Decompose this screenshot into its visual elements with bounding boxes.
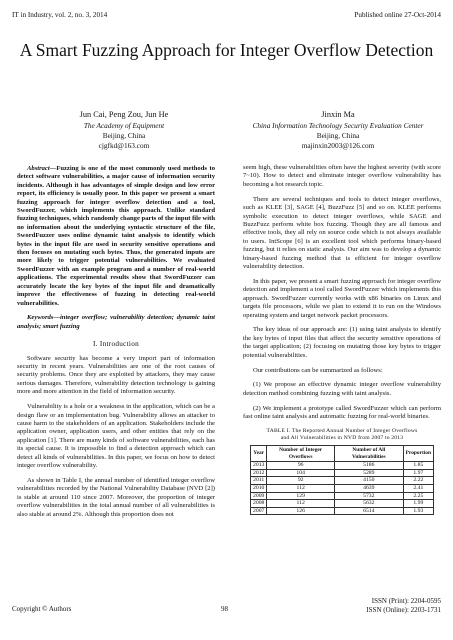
- abstract-text: —Fuzzing is one of the most commonly used methods to detect software vulnerabilities, a major cause of information security incidents. Although it has advantages of simple design and low error report, its efficiency is usually poor. In this paper we present a smart fuzzing approach for integer overflow detection and a tool, SwordFuzzer, which implements this approach. Unlike standard fuzzing techniques, which randomly change parts of the input file with no information about the underlying syntactic structure of the file, SwordFuzzer uses online dynamic taint analysis to identify which bytes in the input file are used in security sensitive operations and then focuses on mutating such bytes. Thus, the generated inputs are more likely to trigger potential vulnerabilities. We evaluated SwordFuzzer with an example program and a number of real-world applications. The experimental results show that SwordFuzzer can accurately locate the key bytes of the input file and dramatically improve the effectiveness of fuzzing in detecting real-world vulnerabilities.: [17, 165, 216, 307]
- column-header: Year: [251, 446, 267, 462]
- table-cell: 126: [267, 507, 335, 515]
- paper-title: A Smart Fuzzing Approach for Integer Overflow Detection: [19, 40, 434, 60]
- table-cell: 96: [267, 462, 335, 470]
- right-column: [243, 164, 441, 515]
- paragraph: Software security has become a very import part of information security in recent years. Vulnerabilities are one of the root causes of security problems. Once they are exploited by attackers, they may cause serious damages. Therefore, vulnerability detection technology is gaining more and more attention in the field of information security.: [17, 354, 215, 396]
- author-block-2: [238, 110, 438, 151]
- table-caption-line: and All Vulnerabilities in NVD from 2007 to 2013: [280, 435, 404, 442]
- copyright-footer: Copyright © Authors: [12, 605, 72, 613]
- column-header: Number of All Vulnerabilities: [334, 446, 403, 462]
- table-cell: 5632: [334, 500, 403, 508]
- table-cell: 2010: [251, 485, 267, 493]
- abstract-label: Abstract: [27, 165, 50, 172]
- author-email: cjgfkd@163.com: [98, 141, 150, 150]
- paragraph: seem high, these vulnerabilities often have the highest severity (with score 7~10). How to detect and eliminate integer overflow vulnerability has becoming a hot research topic.: [243, 164, 441, 188]
- table-row: [251, 507, 434, 515]
- left-column: [17, 165, 215, 525]
- table-cell: 2.25: [403, 492, 433, 500]
- table-cell: 2.41: [403, 485, 433, 493]
- author-email: majinxin2003@126.com: [301, 141, 375, 150]
- paragraph: (2) We implement a prototype called SwordFuzzer which can perform fast online taint analysis and automatic fuzzing for real-world binaries.: [243, 404, 441, 421]
- table-cell: 1.97: [403, 469, 433, 477]
- table-caption-line: TABLE I. The Reported Annual Number of Integer Overflows: [266, 428, 418, 435]
- table-cell: 129: [267, 492, 335, 500]
- keywords-text: —integer overflow; vulnerability detection; dynamic taint analysis; smart fuzzing: [17, 314, 215, 330]
- table-row: [251, 462, 434, 470]
- table-cell: 2012: [251, 469, 267, 477]
- table-cell: 4639: [334, 485, 403, 493]
- keywords: [17, 314, 215, 331]
- table-cell: 92: [267, 477, 335, 485]
- table-cell: 2008: [251, 500, 267, 508]
- table-row: [251, 485, 434, 493]
- table-cell: 2011: [251, 477, 267, 485]
- journal-header: IT in Industry, vol. 2, no. 3, 2014: [12, 11, 108, 19]
- table-cell: 5186: [334, 462, 403, 470]
- issn-online: ISSN (Online): 2203-1731: [366, 606, 441, 614]
- table-cell: 2.22: [403, 477, 433, 485]
- paragraph: (1) We propose an effective dynamic integer overflow vulnerability detection method combining fuzzing with taint analysis.: [243, 381, 441, 397]
- table-cell: 5732: [334, 492, 403, 500]
- paragraph: There are several techniques and tools to detect integer overflows, such as KLEE [3], SAGE [4], BuzzFuzz [5] and so on. KLEE performs symbolic execution to detect integer overflows, while SAGE and BuzzFuzz perform white box fuzzing. Though they are all famous and effective tools, they all rely on source code which is not always available to users. IntScope [6] is an excellent tool which performs binary-based fuzzing, but it relies on static analysis. Our aim was to develop a dynamic binary-based fuzzing method that is efficient for integer overflow vulnerability detection.: [243, 195, 441, 270]
- table-row: [251, 477, 434, 485]
- author-affiliation: China Information Technology Security Evaluation Center: [252, 121, 424, 130]
- paragraph: As shown in Table I, the annual number of identified integer overflow vulnerabilities recorded by the National Vulnerability Database (NVD [2]) is stable at around 110 since 2007. Moreover, the proportion of integer overflow vulnerabilities in the total annual number of all vulnerabilities is also stable at around 2%. Although this proportion does not: [17, 476, 215, 518]
- paragraph: The key ideas of our approach are: (1) using taint analysis to identify the key bytes of input files that affect the security sensitive operations of the target application; (2) focusing on mutating those key bytes to trigger potential vulnerabilities.: [243, 326, 441, 359]
- issn-print: ISSN (Print): 2204-0595: [371, 597, 441, 605]
- paragraph: Our contributions can be summarized as follows:: [253, 366, 383, 374]
- author-city: Beijing, China: [316, 131, 360, 140]
- table-cell: 2007: [251, 507, 267, 515]
- publication-date: Published online 27-Oct-2014: [354, 11, 441, 19]
- column-header: Proportion: [403, 446, 433, 462]
- table-cell: 104: [267, 469, 335, 477]
- table-cell: 112: [267, 500, 335, 508]
- abstract: [17, 165, 215, 308]
- table-cell: 1.85: [403, 462, 433, 470]
- table-caption: [243, 428, 441, 442]
- section-heading: I. Introduction: [92, 340, 140, 349]
- vulnerability-table: [250, 445, 434, 515]
- table-cell: 112: [267, 485, 335, 493]
- paragraph: In this paper, we present a smart fuzzing approach for integer overflow detection and implement a tool called SwordFuzzer which implements this approach. SwordFuzzer currently works with x86 binaries on Linux and targets file processors, while we plan to extend it to run on the Windows operating system and target network packet processors.: [243, 277, 441, 319]
- keywords-label: Keywords: [27, 314, 54, 322]
- table-cell: 6514: [334, 507, 403, 515]
- author-affiliation: The Academy of Equipment: [83, 121, 165, 130]
- author-city: Beijing, China: [102, 131, 146, 140]
- table-row: [251, 469, 434, 477]
- table-cell: 1.93: [403, 507, 433, 515]
- table-cell: 5289: [334, 469, 403, 477]
- table-cell: 4150: [334, 477, 403, 485]
- author-names: Jun Cai, Peng Zou, Jun He: [79, 110, 169, 119]
- table-cell: 2009: [251, 492, 267, 500]
- table-header-row: [251, 446, 434, 462]
- column-header: Number of Integer Overflows: [267, 446, 335, 462]
- table-row: [251, 492, 434, 500]
- author-names: Jinxin Ma: [321, 110, 355, 119]
- paragraph: Vulnerability is a hole or a weakness in the application, which can be a design flaw or an implementation bug. Vulnerability allows an attacker to cause harm to the stakeholders of an application. Stakeholders include the application owner, application users, and other entities that rely on the application [1]. There are many kinds of software vulnerabilities, each has its special cause. It is impossible to find a detection approach which can detect all kinds of vulnerabilities. In this paper, we focus on how to detect integer overflow vulnerability.: [17, 403, 215, 469]
- author-block-1: [40, 110, 208, 151]
- table-cell: 2013: [251, 462, 267, 470]
- page-number: 98: [221, 605, 228, 613]
- table-cell: 1.99: [403, 500, 433, 508]
- table-row: [251, 500, 434, 508]
- issn-footer: [366, 597, 441, 615]
